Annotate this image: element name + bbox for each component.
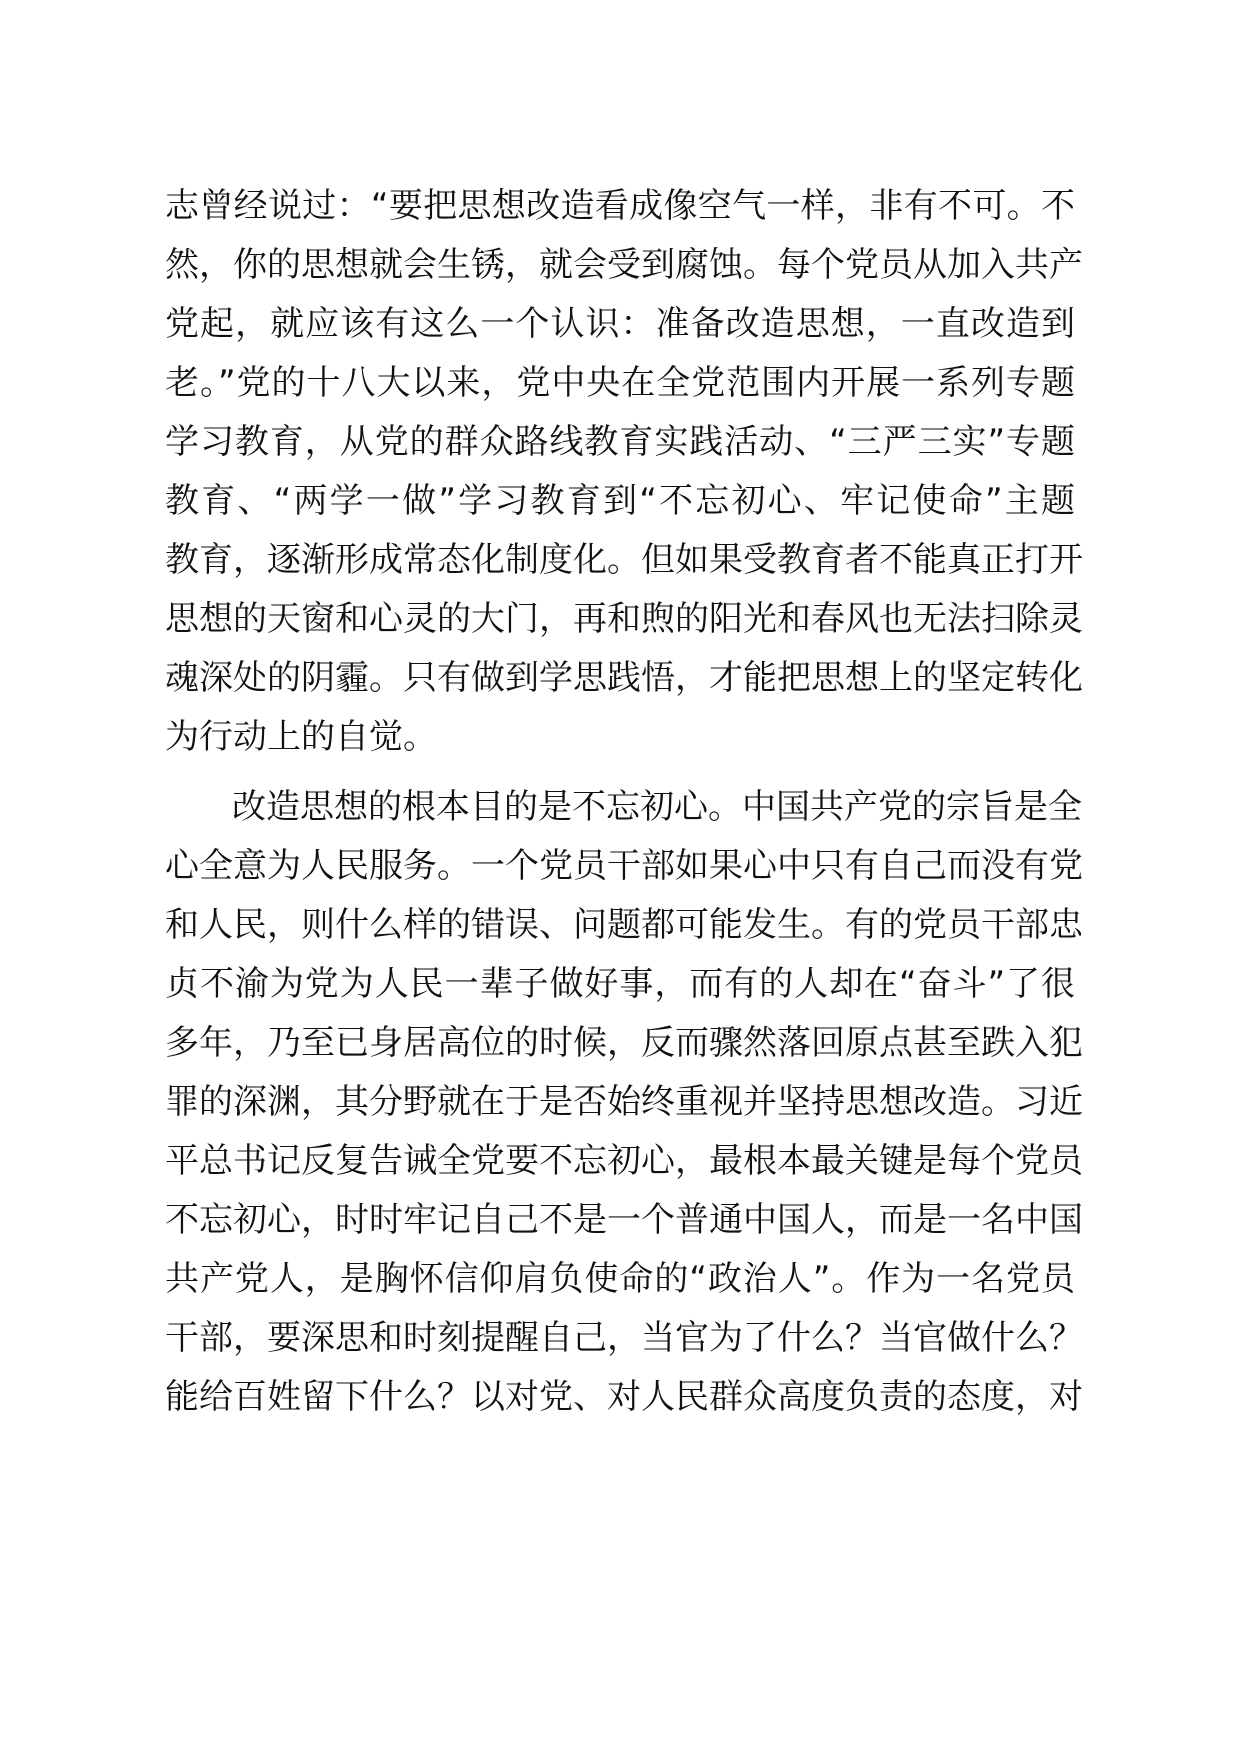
text-line: 思想的天窗和心灵的大门，再和煦的阳光和春风也无法扫除灵: [165, 599, 1083, 639]
text-line: 平总书记反复告诫全党要不忘初心，最根本最关键是每个党员: [165, 1141, 1083, 1181]
text-line: 教育，逐渐形成常态化制度化。但如果受教育者不能真正打开: [165, 540, 1083, 580]
text-line: 然，你的思想就会生锈，就会受到腐蚀。每个党员从加入共产: [165, 245, 1083, 285]
text-line: 教育、“两学一做”学习教育到“不忘初心、牢记使命”主题: [165, 481, 1075, 521]
text-line: 多年，乃至已身居高位的时候，反而骤然落回原点甚至跌入犯: [165, 1023, 1083, 1063]
text-line: 老。”党的十八大以来，党中央在全党范围内开展一系列专题: [165, 363, 1075, 403]
text-line: 党起，就应该有这么一个认识：准备改造思想，一直改造到: [165, 304, 1075, 344]
text-line: 心全意为人民服务。一个党员干部如果心中只有自己而没有党: [165, 846, 1083, 886]
text-line: 和人民，则什么样的错误、问题都可能发生。有的党员干部忠: [165, 905, 1083, 945]
text-line: 学习教育，从党的群众路线教育实践活动、“三严三实”专题: [165, 422, 1075, 462]
text-line: 志曾经说过：“要把思想改造看成像空气一样，非有不可。不: [165, 186, 1075, 226]
text-line: 不忘初心，时时牢记自己不是一个普通中国人，而是一名中国: [165, 1200, 1083, 1240]
text-line: 贞不渝为党为人民一辈子做好事，而有的人却在“奋斗”了很: [165, 964, 1075, 1004]
text-line: 魂深处的阴霾。只有做到学思践悟，才能把思想上的坚定转化: [165, 658, 1083, 698]
text-line: 罪的深渊，其分野就在于是否始终重视并坚持思想改造。习近: [165, 1082, 1083, 1122]
text-line: 干部，要深思和时刻提醒自己，当官为了什么？当官做什么？: [165, 1318, 1083, 1358]
text-line: 共产党人，是胸怀信仰肩负使命的“政治人”。作为一名党员: [165, 1259, 1075, 1299]
text-line: 改造思想的根本目的是不忘初心。中国共产党的宗旨是全: [232, 787, 1082, 827]
text-line: 为行动上的自觉。: [165, 717, 437, 757]
text-line: 能给百姓留下什么？以对党、对人民群众高度负责的态度，对: [165, 1377, 1083, 1417]
